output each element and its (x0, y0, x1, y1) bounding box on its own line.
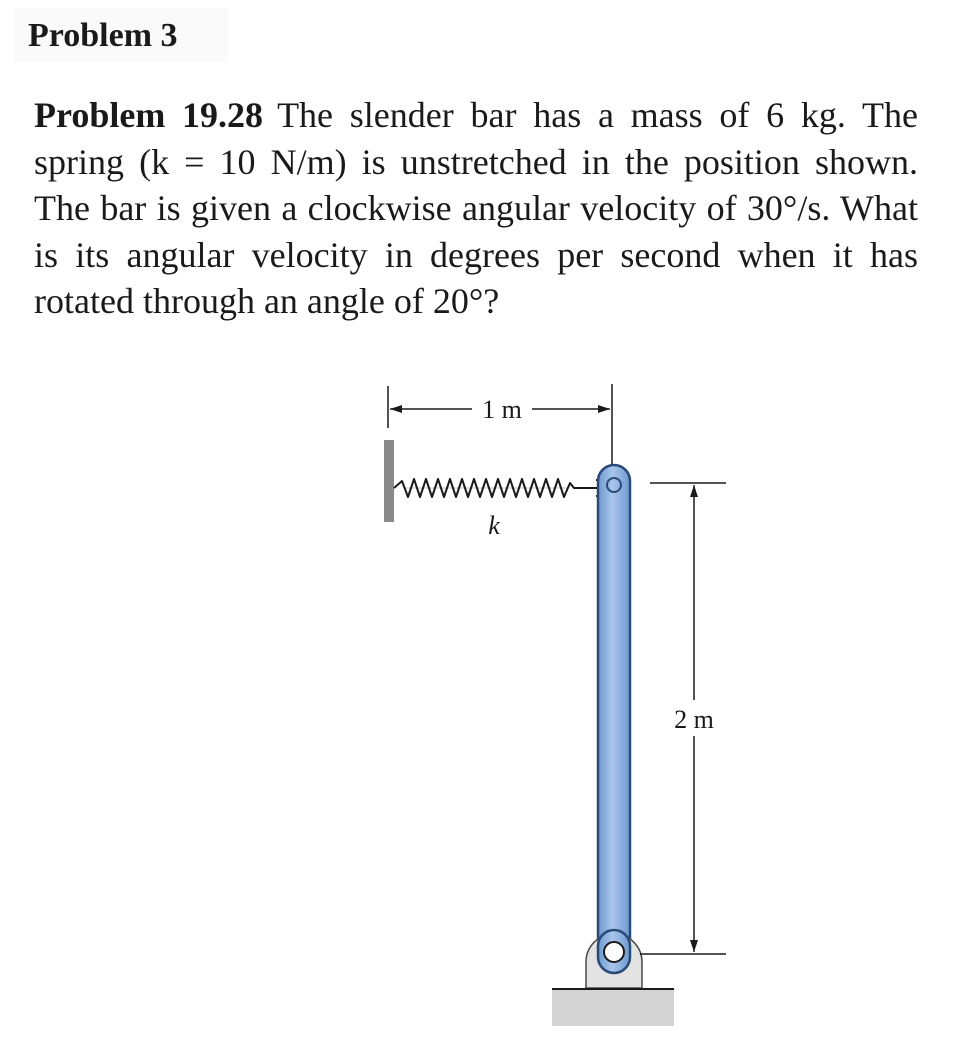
vertical-dimension-label: 2 m (674, 705, 714, 734)
ground (552, 990, 674, 1026)
problem-number: Problem 19.28 (34, 95, 264, 135)
spring (394, 479, 624, 540)
horizontal-dimension-label: 1 m (482, 395, 522, 424)
horizontal-dimension (388, 384, 612, 468)
page-heading: Problem 3 (28, 17, 178, 54)
problem-statement: The slender bar has a mass of 6 kg. The spring (k = 10 N/m) is unstretched in the position shown. The bar is given a clockwise angular velocity of 30°/s. What is its angular velocity in degrees per second when it has rotated through an angle of 20°? (34, 95, 918, 321)
pin-support (586, 930, 642, 988)
slender-bar (598, 465, 630, 973)
vertical-dimension (640, 483, 726, 954)
wall-support (384, 440, 394, 522)
spring-label: k (488, 511, 500, 540)
